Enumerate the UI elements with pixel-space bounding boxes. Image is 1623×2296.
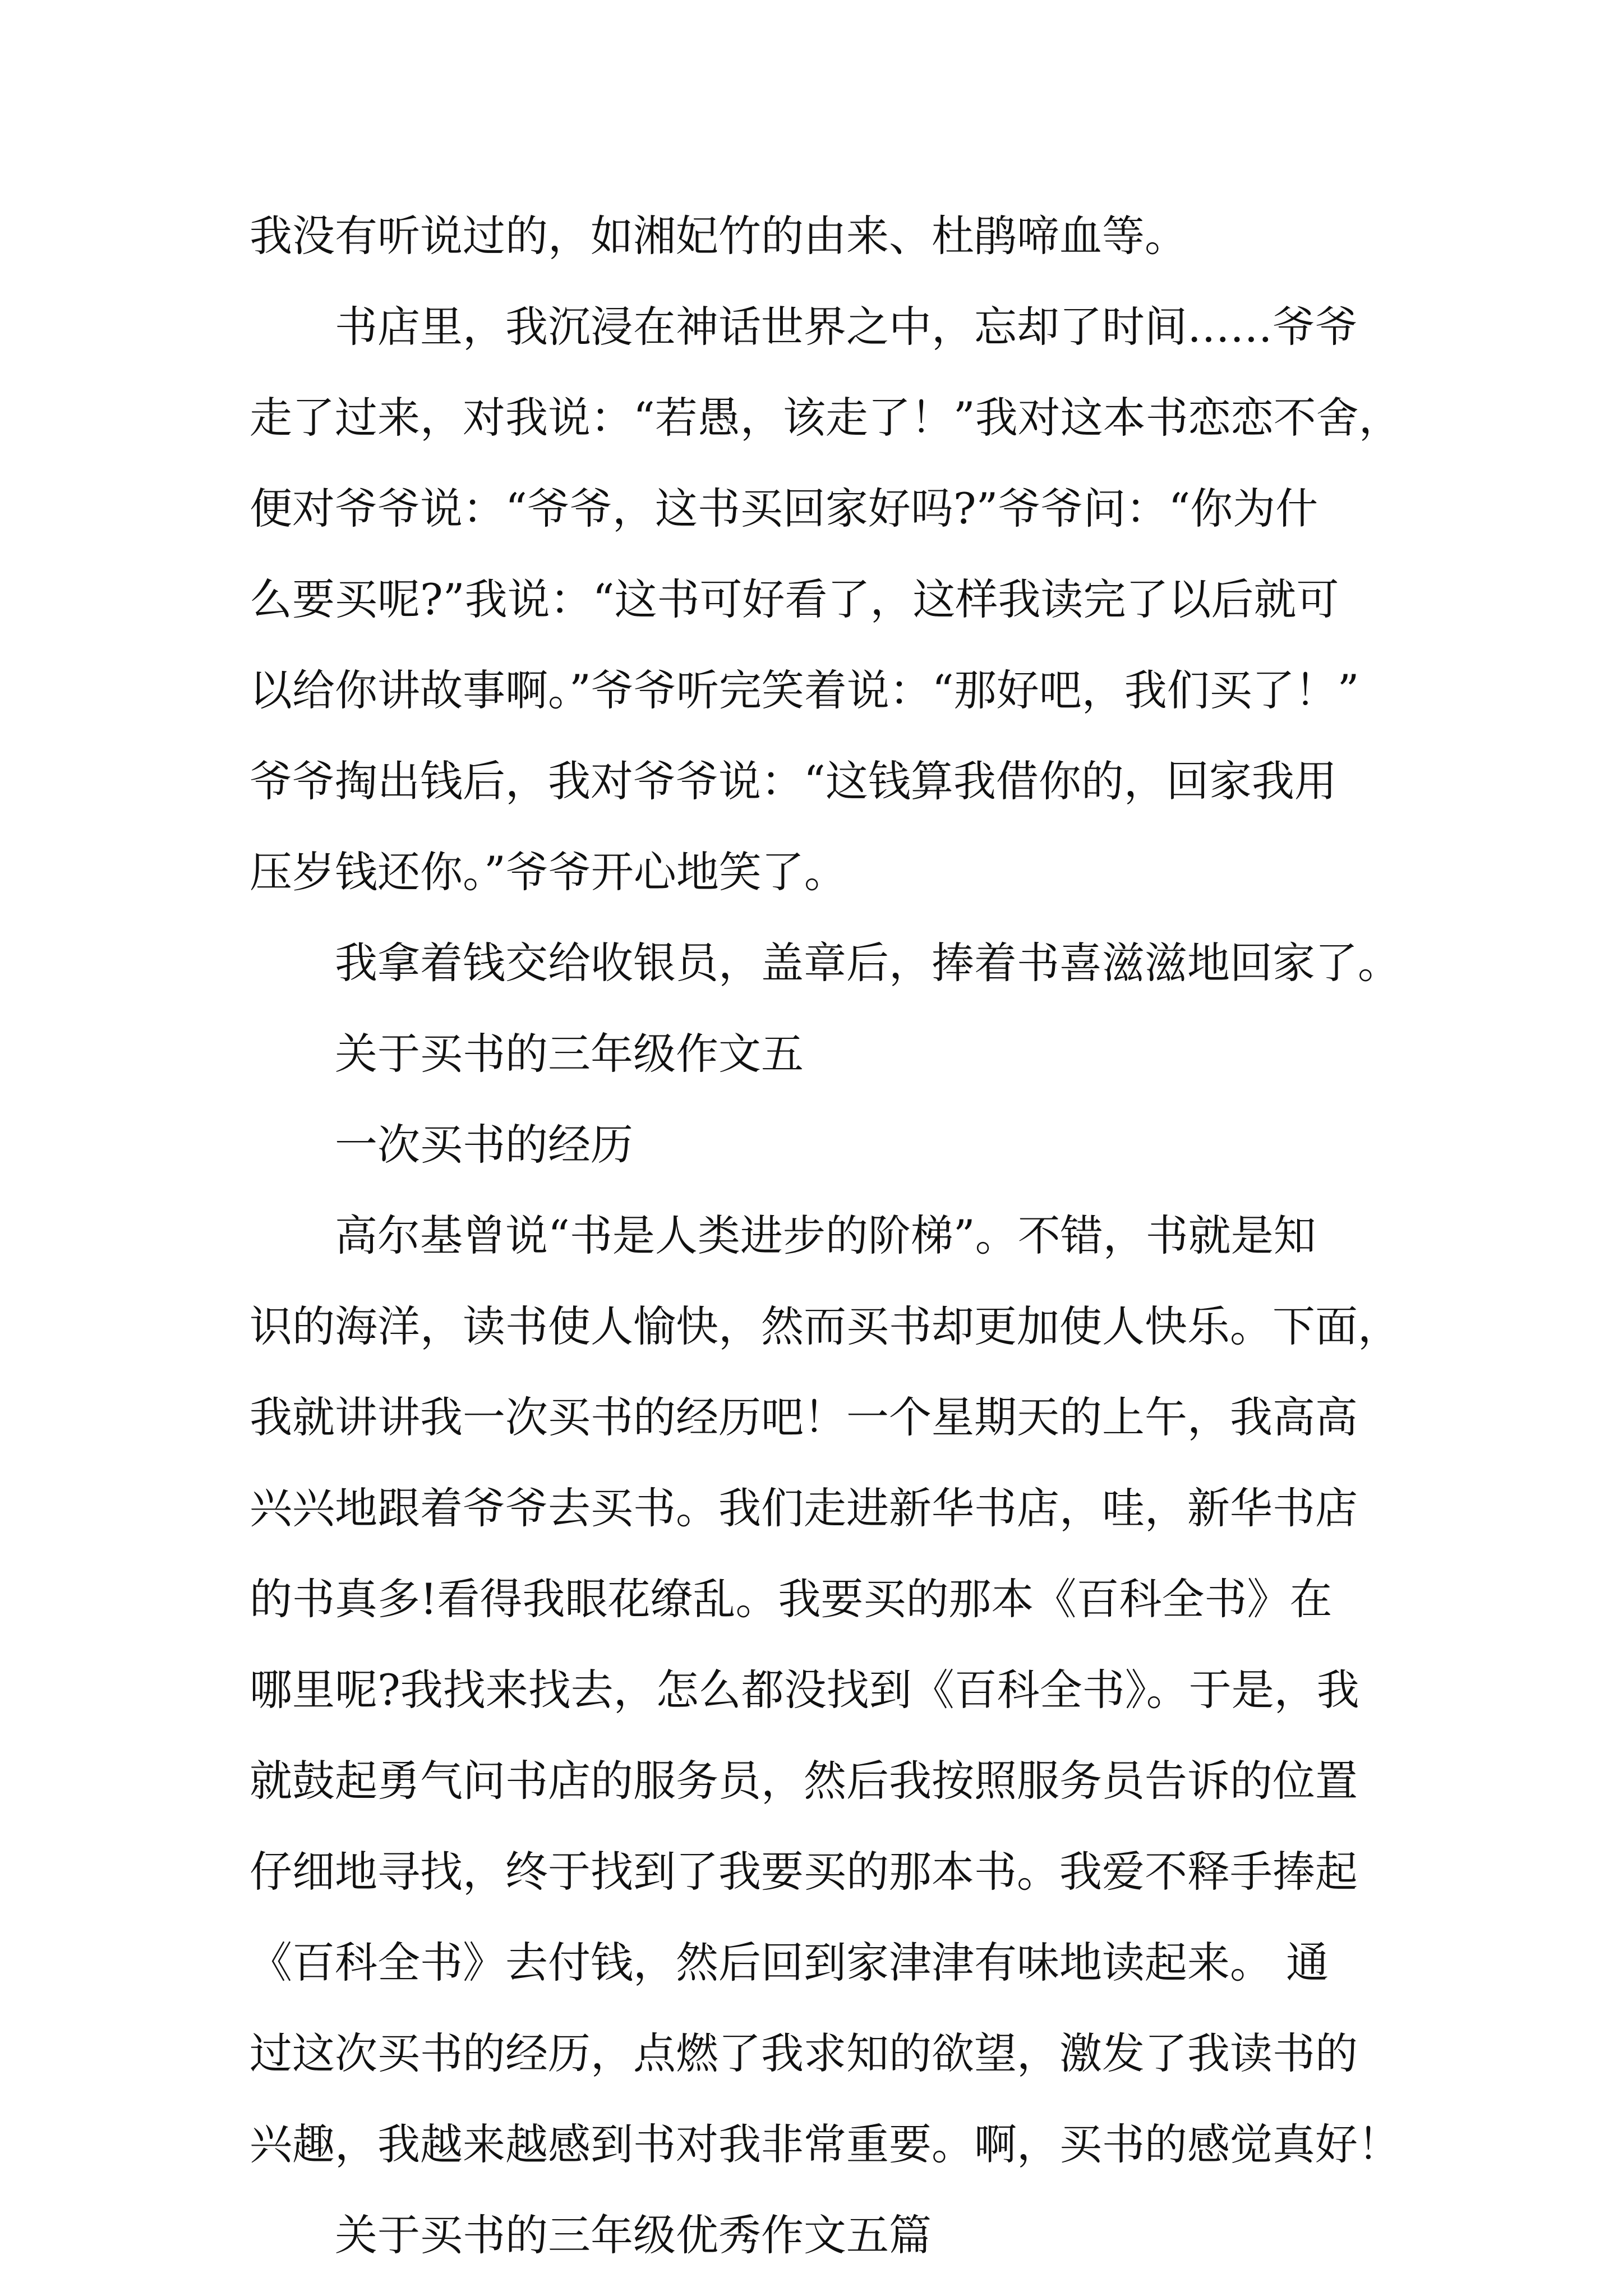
section-heading: 关于买书的三年级作文五 bbox=[335, 1029, 804, 1079]
text-line: 走了过来，对我说：“若愚，该走了！”我对这本书恋恋不舍， bbox=[250, 393, 1401, 443]
text-line: 兴趣，我越来越感到书对我非常重要。啊，买书的感觉真好！ bbox=[250, 2119, 1400, 2169]
text-line: 么要买呢?”我说：“这书可好看了，这样我读完了以后就可 bbox=[250, 574, 1339, 624]
text-line: 仔细地寻找，终于找到了我要买的那本书。我爱不释手捧起 bbox=[250, 1847, 1358, 1897]
text-line: 我就讲讲我一次买书的经历吧！一个星期天的上午，我高高 bbox=[250, 1392, 1358, 1442]
text-line: 书店里，我沉浸在神话世界之中，忘却了时间……爷爷 bbox=[335, 302, 1358, 352]
essay-title: 一次买书的经历 bbox=[335, 1120, 633, 1170]
document-body bbox=[250, 191, 1405, 2281]
text-line: 识的海洋，读书使人愉快，然而买书却更加使人快乐。下面， bbox=[250, 1301, 1400, 1351]
text-line: 我没有听说过的，如湘妃竹的由来、杜鹃啼血等。 bbox=[250, 211, 1187, 261]
closing-heading: 关于买书的三年级优秀作文五篇 bbox=[335, 2210, 932, 2260]
text-line: 兴兴地跟着爷爷去买书。我们走进新华书店，哇，新华书店 bbox=[250, 1483, 1358, 1533]
text-line: 过这次买书的经历，点燃了我求知的欲望，激发了我读书的 bbox=[250, 2028, 1358, 2078]
text-line: 高尔基曾说“书是人类进步的阶梯”。不错，书就是知 bbox=[335, 1211, 1316, 1260]
text-line: 我拿着钱交给收银员，盖章后，捧着书喜滋滋地回家了。 bbox=[335, 938, 1400, 988]
text-line: 便对爷爷说：“爷爷，这书买回家好吗?”爷爷问：“你为什 bbox=[250, 484, 1318, 533]
text-line: 的书真多!看得我眼花缭乱。我要买的那本《百科全书》在 bbox=[250, 1574, 1332, 1624]
text-line: 就鼓起勇气问书店的服务员，然后我按照服务员告诉的位置 bbox=[250, 1756, 1358, 1806]
text-line: 爷爷掏出钱后，我对爷爷说：“这钱算我借你的，回家我用 bbox=[250, 756, 1337, 806]
text-line: 压岁钱还你。”爷爷开心地笑了。 bbox=[250, 847, 847, 897]
text-line: 以给你讲故事啊。”爷爷听完笑着说：“那好吧，我们买了！” bbox=[250, 665, 1359, 715]
text-line: 《百科全书》去付钱，然后回到家津津有味地读起来。 通 bbox=[250, 1938, 1329, 1987]
text-line: 哪里呢?我找来找去，怎么都没找到《百科全书》。于是，我 bbox=[250, 1665, 1359, 1715]
